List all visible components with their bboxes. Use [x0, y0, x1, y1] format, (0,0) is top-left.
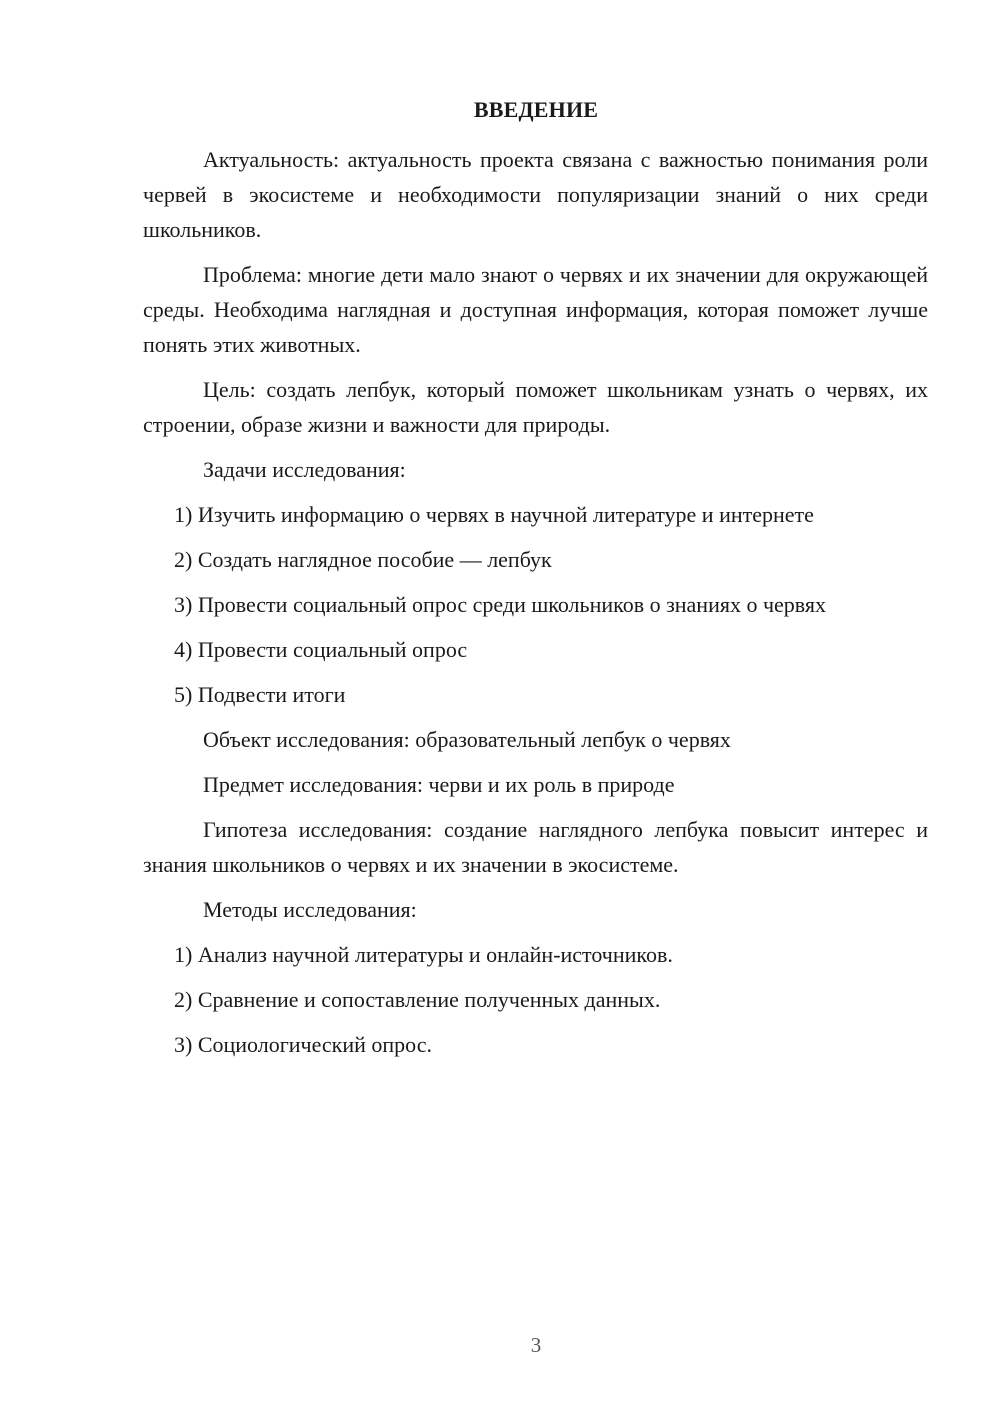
- task-item: 5) Подвести итоги: [174, 682, 346, 707]
- task-item: 1) Изучить информацию о червях в научной литературе и интернете: [174, 502, 814, 527]
- tasks-heading: Задачи исследования:: [203, 457, 406, 482]
- methods-heading: Методы исследования:: [203, 897, 417, 922]
- task-item: 4) Провести социальный опрос: [174, 637, 468, 662]
- page-number: 3: [530, 1333, 542, 1357]
- method-item: 1) Анализ научной литературы и онлайн-источников.: [174, 942, 673, 967]
- document-body: [143, 142, 928, 1072]
- object-line: Объект исследования: образовательный лепбук о червях: [203, 727, 731, 752]
- method-item: 2) Сравнение и сопоставление полученных данных.: [174, 987, 661, 1012]
- hypothesis-paragraph: Гипотеза исследования: создание наглядного лепбука повысит интерес и знания школьников о червях и их значении в экосистеме.: [143, 817, 928, 877]
- relevance-paragraph: Актуальность: актуальность проекта связана с важностью понимания роли червей в экосистеме и необходимости популяризации знаний о них среди школьников.: [143, 147, 928, 242]
- method-item: 3) Социологический опрос.: [174, 1032, 432, 1057]
- task-item: 2) Создать наглядное пособие — лепбук: [174, 547, 552, 572]
- subject-line: Предмет исследования: черви и их роль в природе: [203, 772, 675, 797]
- page-title: ВВЕДЕНИЕ: [473, 97, 599, 122]
- problem-paragraph: Проблема: многие дети мало знают о червях и их значении для окружающей среды. Необходима наглядная и доступная информация, которая поможет лучше понять этих животных.: [143, 262, 928, 357]
- task-item: 3) Провести социальный опрос среди школьников о знаниях о червях: [174, 592, 827, 617]
- goal-paragraph: Цель: создать лепбук, который поможет школьникам узнать о червях, их строении, образе жизни и важности для природы.: [143, 377, 928, 437]
